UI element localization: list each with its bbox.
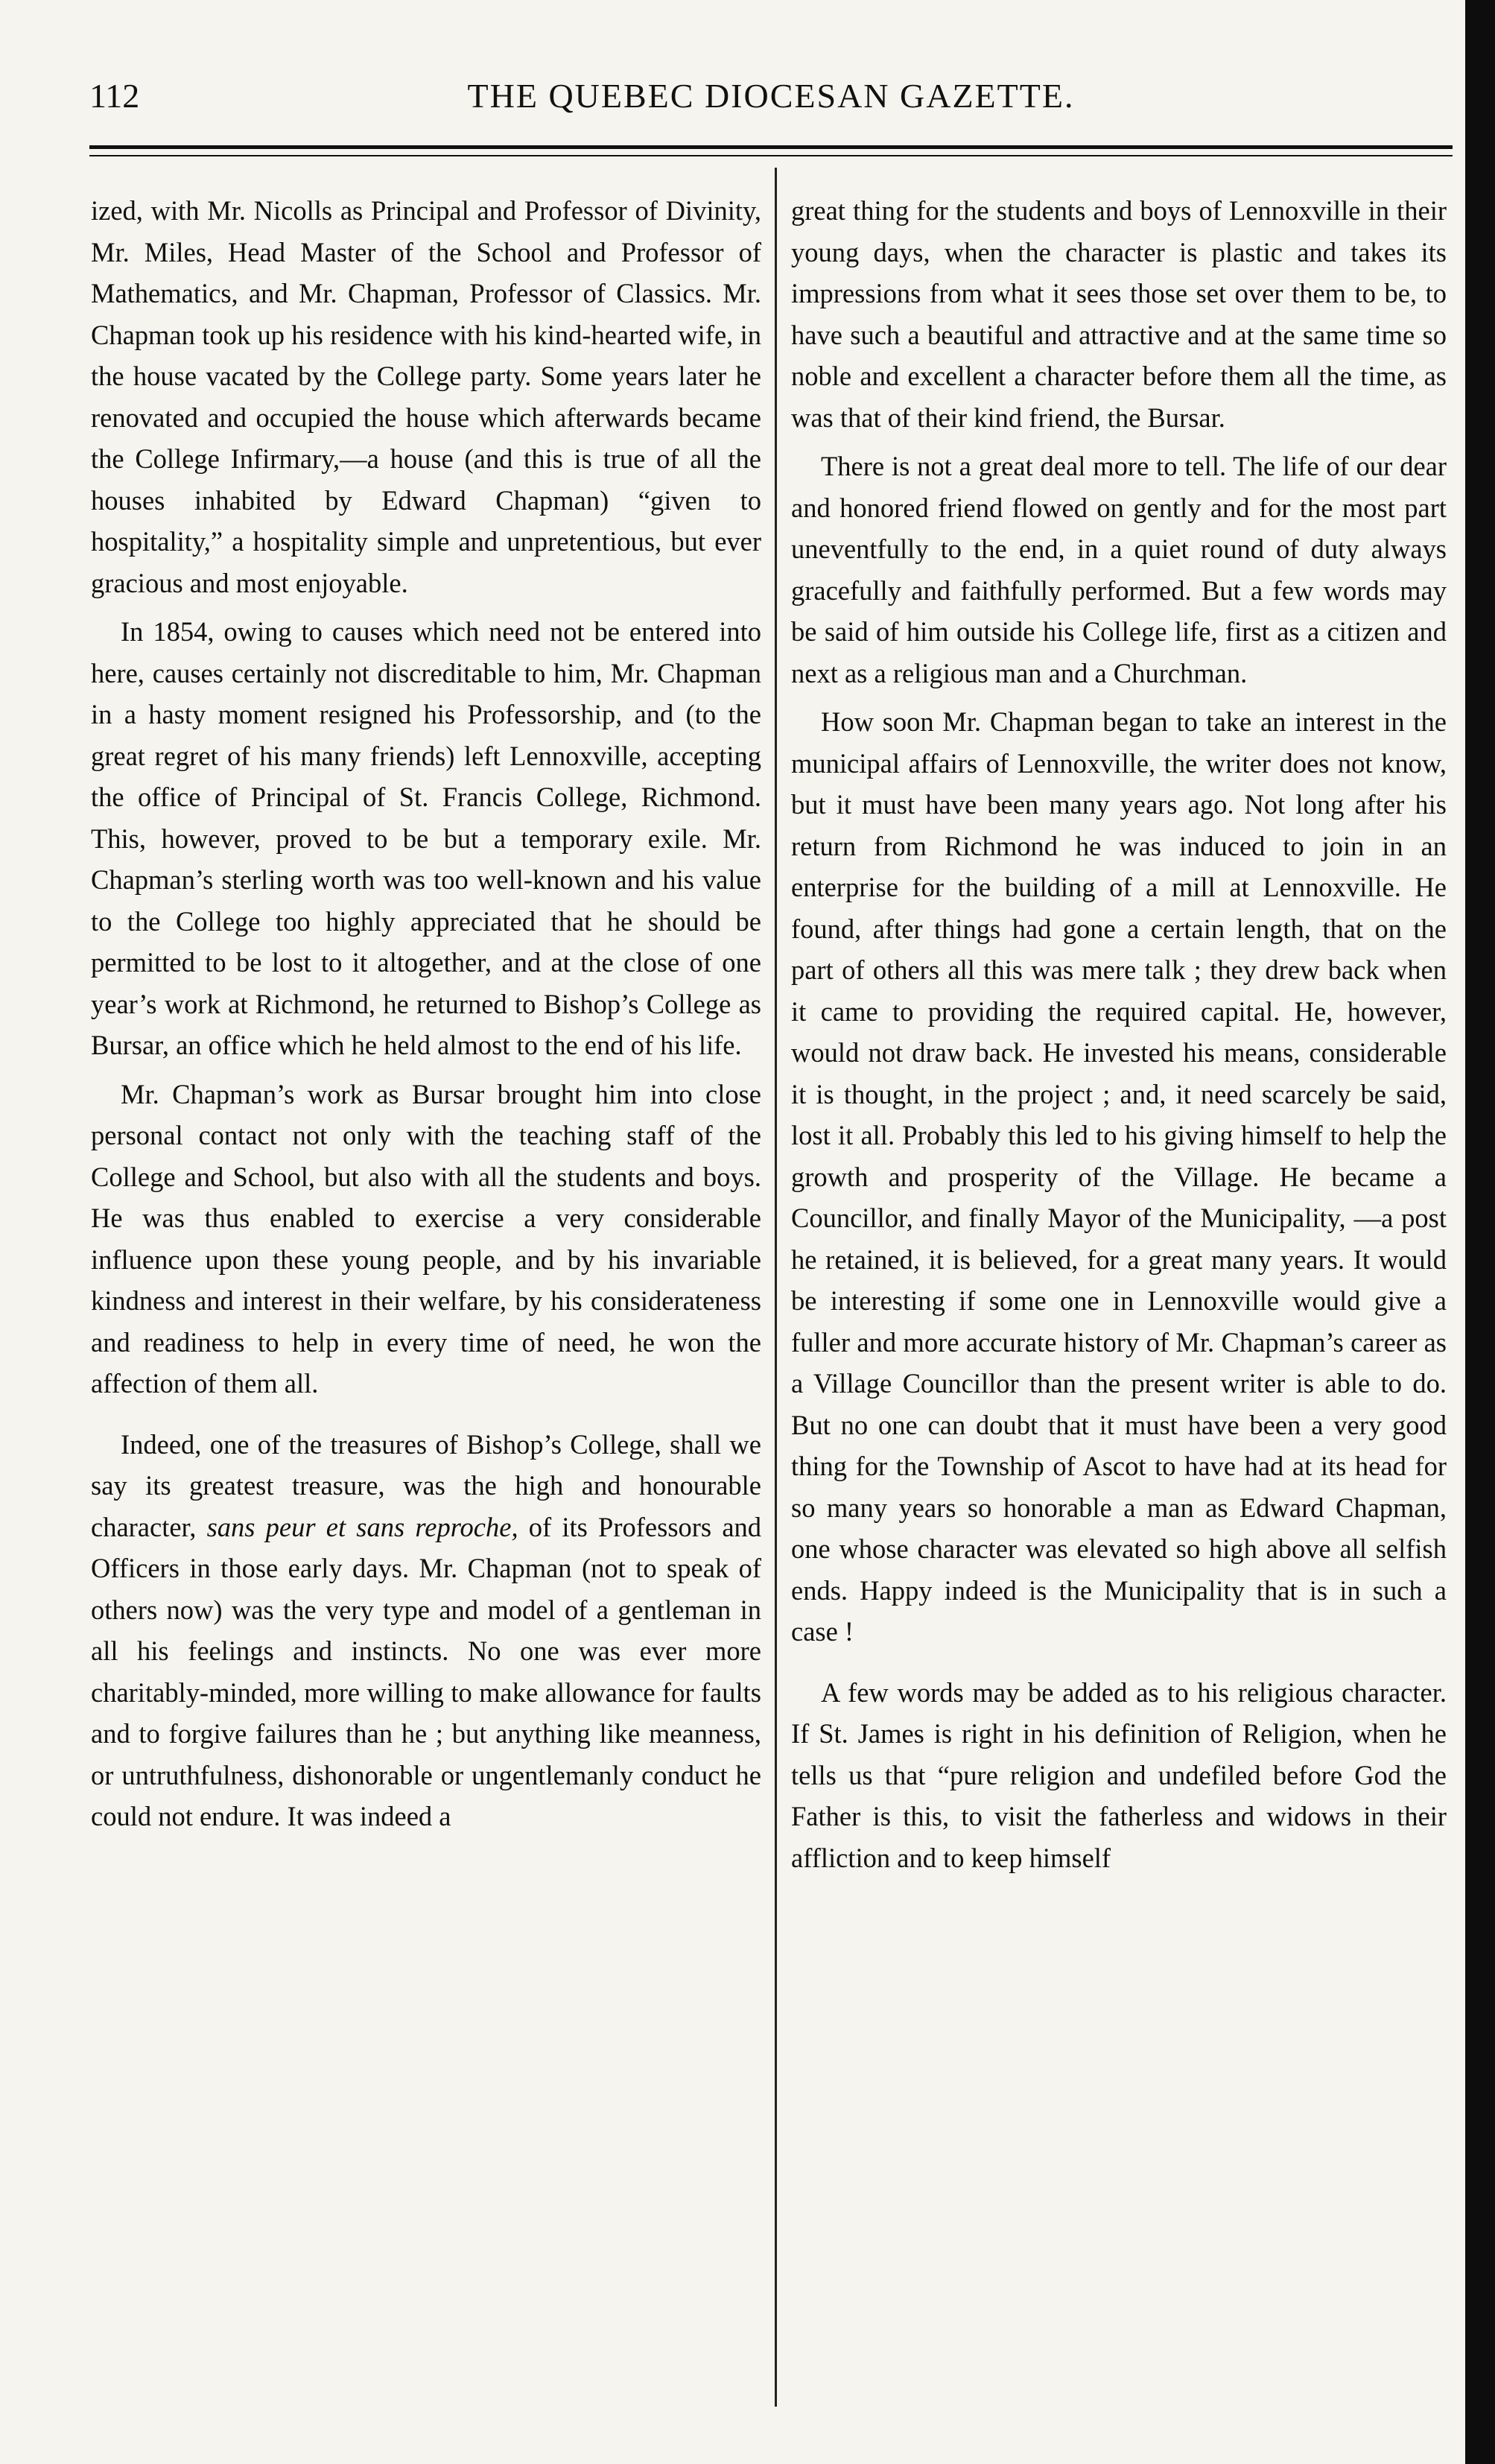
left-column [91, 190, 761, 2410]
column-divider [775, 168, 777, 2407]
header-rule-thin [89, 155, 1453, 156]
page-title: THE QUEBEC DIOCESAN GAZETTE. [467, 77, 1075, 115]
left-paragraph-4-end: of its Professors and Officers in those early days. Mr. Chapman (not to speak of others now) was the very type and model of a gentleman in all his feelings and instincts. No one was ever more charitably-minded, more willing to make allowance for faults and to forgive failures than he ; but anything like meanness, or untruthfulness, dishonorable or ungentlemanly conduct he could not endure. It was indeed a [91, 1511, 761, 1831]
page-header [89, 69, 1453, 128]
left-paragraph-4-start: Indeed, one of the treasures of Bishop’s College, shall we say its greatest treasure, was the high and honourable character, [91, 1428, 761, 1542]
left-paragraph-4-italic: sans peur et sans reproche, [206, 1511, 518, 1542]
right-paragraph-3: How soon Mr. Chapman began to take an interest in the municipal affairs of Lennoxville, the writer does not know, but it must have been many years ago. Not long after his return from Richmond he was induced to join in an enterprise for the building of a mill at Lennoxville. He found, after things had gone a certain length, that on the part of others all this was mere talk ; they drew back when it came to providing the required capital. He, however, would not draw back. He invested his means, considerable it is thought, in the project ; and, it need scarcely be said, lost it all. Probably this led to his giving himself to help the growth and prosperity of the Village. He became a Councillor, and finally Mayor of the Municipality, —a post he retained, it is believed, for a great many years. It would be interesting if some one in Lennoxville would give a fuller and more accurate history of Mr. Chapman’s career as a Village Councillor than the present writer is able to do. But no one can doubt that it must have been a very good thing for the Township of Ascot to have had at its head for so many years so honorable a man as Edward Chapman, one whose character was elevated so high above all selfish ends. Happy indeed is the Municipality that is in such a case ! [791, 706, 1447, 1647]
left-paragraph-4 [91, 1424, 761, 1837]
scan-edge-shadow [1465, 0, 1495, 2464]
right-column [791, 190, 1447, 2410]
right-paragraph-1: great thing for the students and boys of Lennoxville in their young days, when the character is plastic and takes its impressions from what it sees those set over them to be, to have such a beautiful and attractive and at the same time so noble and excellent a character before them all the time, as was that of their kind friend, the Bursar. [791, 195, 1447, 433]
left-paragraph-2: In 1854, owing to causes which need not be entered into here, causes certainly not discreditable to him, Mr. Chapman in a hasty moment resigned his Professorship, and (to the great regret of his many friends) left Lennoxville, accepting the office of Principal of St. Francis College, Richmond. This, however, proved to be but a temporary exile. Mr. Chapman’s sterling worth was too well-known and his value to the College too highly appreciated that he should be permitted to be lost to it altogether, and at the close of one year’s work at Richmond, he returned to Bishop’s College as Bursar, an office which he held almost to the end of his life. [91, 616, 761, 1060]
left-paragraph-3: Mr. Chapman’s work as Bursar brought him into close personal contact not only with the teaching staff of the College and School, but also with all the students and boys. He was thus enabled to exercise a very considerable influence upon these young people, and by his invariable kindness and interest in their welfare, by his considerateness and readiness to help in every time of need, he won the affection of them all. [91, 1078, 761, 1399]
right-paragraph-2: There is not a great deal more to tell. The life of our dear and honored friend flowed on gently and for the most part uneventfully to the end, in a quiet round of duty always gracefully and faithfully performed. But a few words may be said of him outside his College life, first as a citizen and next as a religious man and a Churchman. [791, 451, 1447, 688]
right-paragraph-4: A few words may be added as to his religious character. If St. James is right in his definition of Religion, when he tells us that “pure religion and undefiled before God the Father is this, to visit the fatherless and widows in their affliction and to keep himself [791, 1676, 1447, 1873]
header-rule-thick [89, 145, 1453, 149]
page-number: 112 [89, 77, 140, 115]
left-paragraph-1: ized, with Mr. Nicolls as Principal and Professor of Divinity, Mr. Miles, Head Master of the School and Professor of Mathematics, and Mr. Chapman, Professor of Classics. Mr. Chapman took up his residence with his kind-hearted wife, in the house vacated by the College party. Some years later he renovated and occupied the house which afterwards became the College Infirmary,—a house (and this is true of all the houses inhabited by Edward Chapman) “given to hospitality,” a hospitality simple and unpretentious, but ever gracious and most enjoyable. [91, 195, 761, 598]
